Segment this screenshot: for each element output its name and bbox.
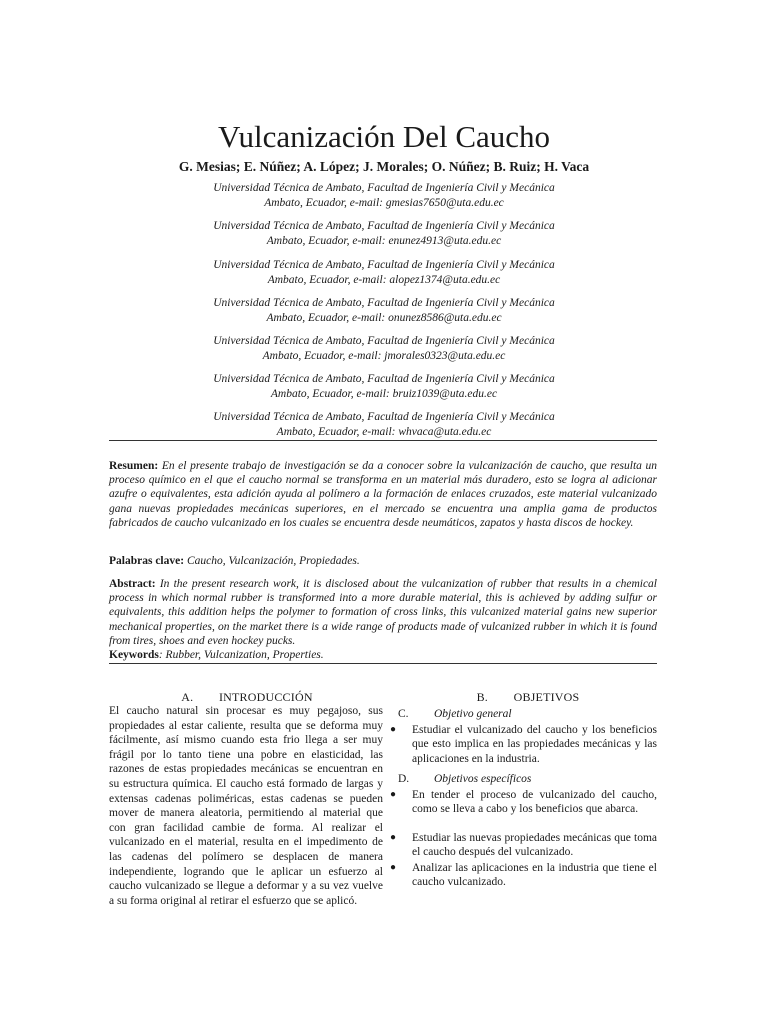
affiliation-6 [0, 372, 768, 402]
affiliation-email: Ambato, Ecuador, e-mail: jmorales0323@uta.edu.ec [262, 350, 506, 362]
resumen-text: En el presente trabajo de investigación se da a conocer sobre la vulcanización de caucho, que resulta un proceso químico en el que el caucho normal se transforma en un material más duradero, esto se logra al adicionar azufre o equivalentes, esta adición ayuda al polímero a la formación de enlaces cruzados, este material vulcanizado gana nuevas propiedades mecánicas superiores, en el mercado se encuentra una amplia gama de productos fabricados de caucho vulcanizado en los cuales se encuentra desde neumáticos, zapatos y hasta discos de hockey. [109, 460, 657, 529]
resumen-label: Resumen: [109, 460, 159, 472]
objetivo-general-heading [398, 708, 512, 720]
affiliation-email: Ambato, Ecuador, e-mail: onunez8586@uta.edu.ec [266, 312, 502, 324]
keywords-text: : Rubber, Vulcanization, Properties. [158, 649, 324, 661]
affiliation-line: Universidad Técnica de Ambato, Facultad de Ingeniería Civil y Mecánica [213, 335, 555, 347]
affiliation-line: Universidad Técnica de Ambato, Facultad de Ingeniería Civil y Mecánica [213, 373, 555, 385]
abstract-divider [109, 663, 657, 664]
header-divider [109, 440, 657, 441]
affiliation-line: Universidad Técnica de Ambato, Facultad de Ingeniería Civil y Mecánica [213, 220, 555, 232]
affiliation-email: Ambato, Ecuador, e-mail: enunez4913@uta.edu.ec [266, 235, 502, 247]
objetivos-heading: B. OBJETIVOS [476, 690, 580, 704]
affiliation-5 [0, 334, 768, 364]
abstract-paragraph [109, 577, 657, 648]
affiliation-line: Universidad Técnica de Ambato, Facultad de Ingeniería Civil y Mecánica [213, 182, 555, 194]
bullet-icon: ● [390, 724, 397, 735]
list-item [390, 723, 657, 766]
bullet-icon: ● [390, 832, 397, 843]
list-item [390, 788, 657, 817]
palabras-clave-paragraph [109, 554, 657, 568]
bullet-icon: ● [390, 862, 397, 873]
affiliation-email: Ambato, Ecuador, e-mail: bruiz1039@uta.edu.ec [270, 388, 498, 400]
intro-heading: A. INTRODUCCIÓN [181, 690, 313, 704]
abstract-label: Abstract: [109, 578, 156, 590]
author-list: G. Mesias; E. Núñez; A. López; J. Morales; O. Núñez; B. Ruiz; H. Vaca [178, 159, 590, 174]
affiliation-email: Ambato, Ecuador, e-mail: whvaca@uta.edu.ec [276, 426, 492, 438]
affiliation-email: Ambato, Ecuador, e-mail: gmesias7650@uta.edu.ec [264, 197, 504, 209]
list-item-text: Analizar las aplicaciones en la industria que tiene el caucho vulcanizado. [412, 862, 657, 889]
affiliation-2 [0, 219, 768, 249]
affiliation-email: Ambato, Ecuador, e-mail: alopez1374@uta.edu.ec [267, 274, 501, 286]
bullet-icon: ● [390, 789, 397, 800]
palabras-clave-text: Caucho, Vulcanización, Propiedades. [186, 555, 360, 567]
abstract-text: In the present research work, it is disclosed about the vulcanization of rubber that results in a chemical process in which normal rubber is transformed into a more durable material, this is achieved by adding sulfur or equivalents, this addition helps the polymer to formation of cross links, this vulcanized material gains new superior mechanical properties, on the market there is a wide range of products made of vulcanized rubber in which it is found from tires, shoes and even hockey pucks. [109, 578, 658, 647]
list-item-text: Estudiar las nuevas propiedades mecánicas que toma el caucho después del vulcanizado. [412, 832, 657, 859]
list-item [390, 861, 657, 890]
affiliation-line: Universidad Técnica de Ambato, Facultad de Ingeniería Civil y Mecánica [213, 411, 555, 423]
keywords-paragraph [109, 648, 657, 662]
affiliation-1 [0, 181, 768, 211]
affiliation-4 [0, 296, 768, 326]
subsection-title: Objetivos específicos [434, 773, 532, 785]
resumen-paragraph [109, 459, 657, 530]
affiliation-line: Universidad Técnica de Ambato, Facultad de Ingeniería Civil y Mecánica [213, 297, 555, 309]
affiliation-3 [0, 258, 768, 288]
palabras-clave-label: Palabras clave: [109, 555, 185, 567]
affiliation-7 [0, 410, 768, 440]
paper-title: Vulcanización Del Caucho [217, 119, 551, 154]
intro-text: El caucho natural sin procesar es muy pegajoso, sus propiedades al estar caliente, resulta que se deforma muy fácilmente, así mismo cuando esta frio llega a ser muy frágil por lo tanto tiene una pobre en elasticidad, las razones de estas propiedades mecánicas se encuentran en su estructura química. El caucho está formado de largas y extensas cadenas poliméricas, estas cadenas se pueden mover de manera aleatoria, permitiendo al material que con gran facilidad cambie de forma. Al realizar el vulcanizado en el material, resulta en el impedimento de las cadenas del polímero se desplacen de manera independiente, logrando que le aplicar un esfuerzo al caucho vulcanizado se llegue a deformar y a su vez vuelve a su forma original al retirar el esfuerzo que se aplicó. [109, 705, 383, 907]
subsection-letter: D. [398, 773, 410, 785]
affiliation-line: Universidad Técnica de Ambato, Facultad de Ingeniería Civil y Mecánica [213, 259, 555, 271]
keywords-label: Keywords [109, 649, 159, 661]
subsection-title: Objetivo general [434, 708, 512, 720]
objetivos-especificos-heading [398, 773, 531, 785]
list-item [390, 831, 657, 860]
list-item-text: Estudiar el vulcanizado del caucho y los beneficios que esto implica en las propiedades mecánicas y las aplicaciones en la industria. [412, 724, 657, 765]
list-item-text: En tender el proceso de vulcanizado del caucho, como se lleva a cabo y los beneficios que abarca. [412, 789, 657, 816]
subsection-letter: C. [398, 708, 409, 720]
